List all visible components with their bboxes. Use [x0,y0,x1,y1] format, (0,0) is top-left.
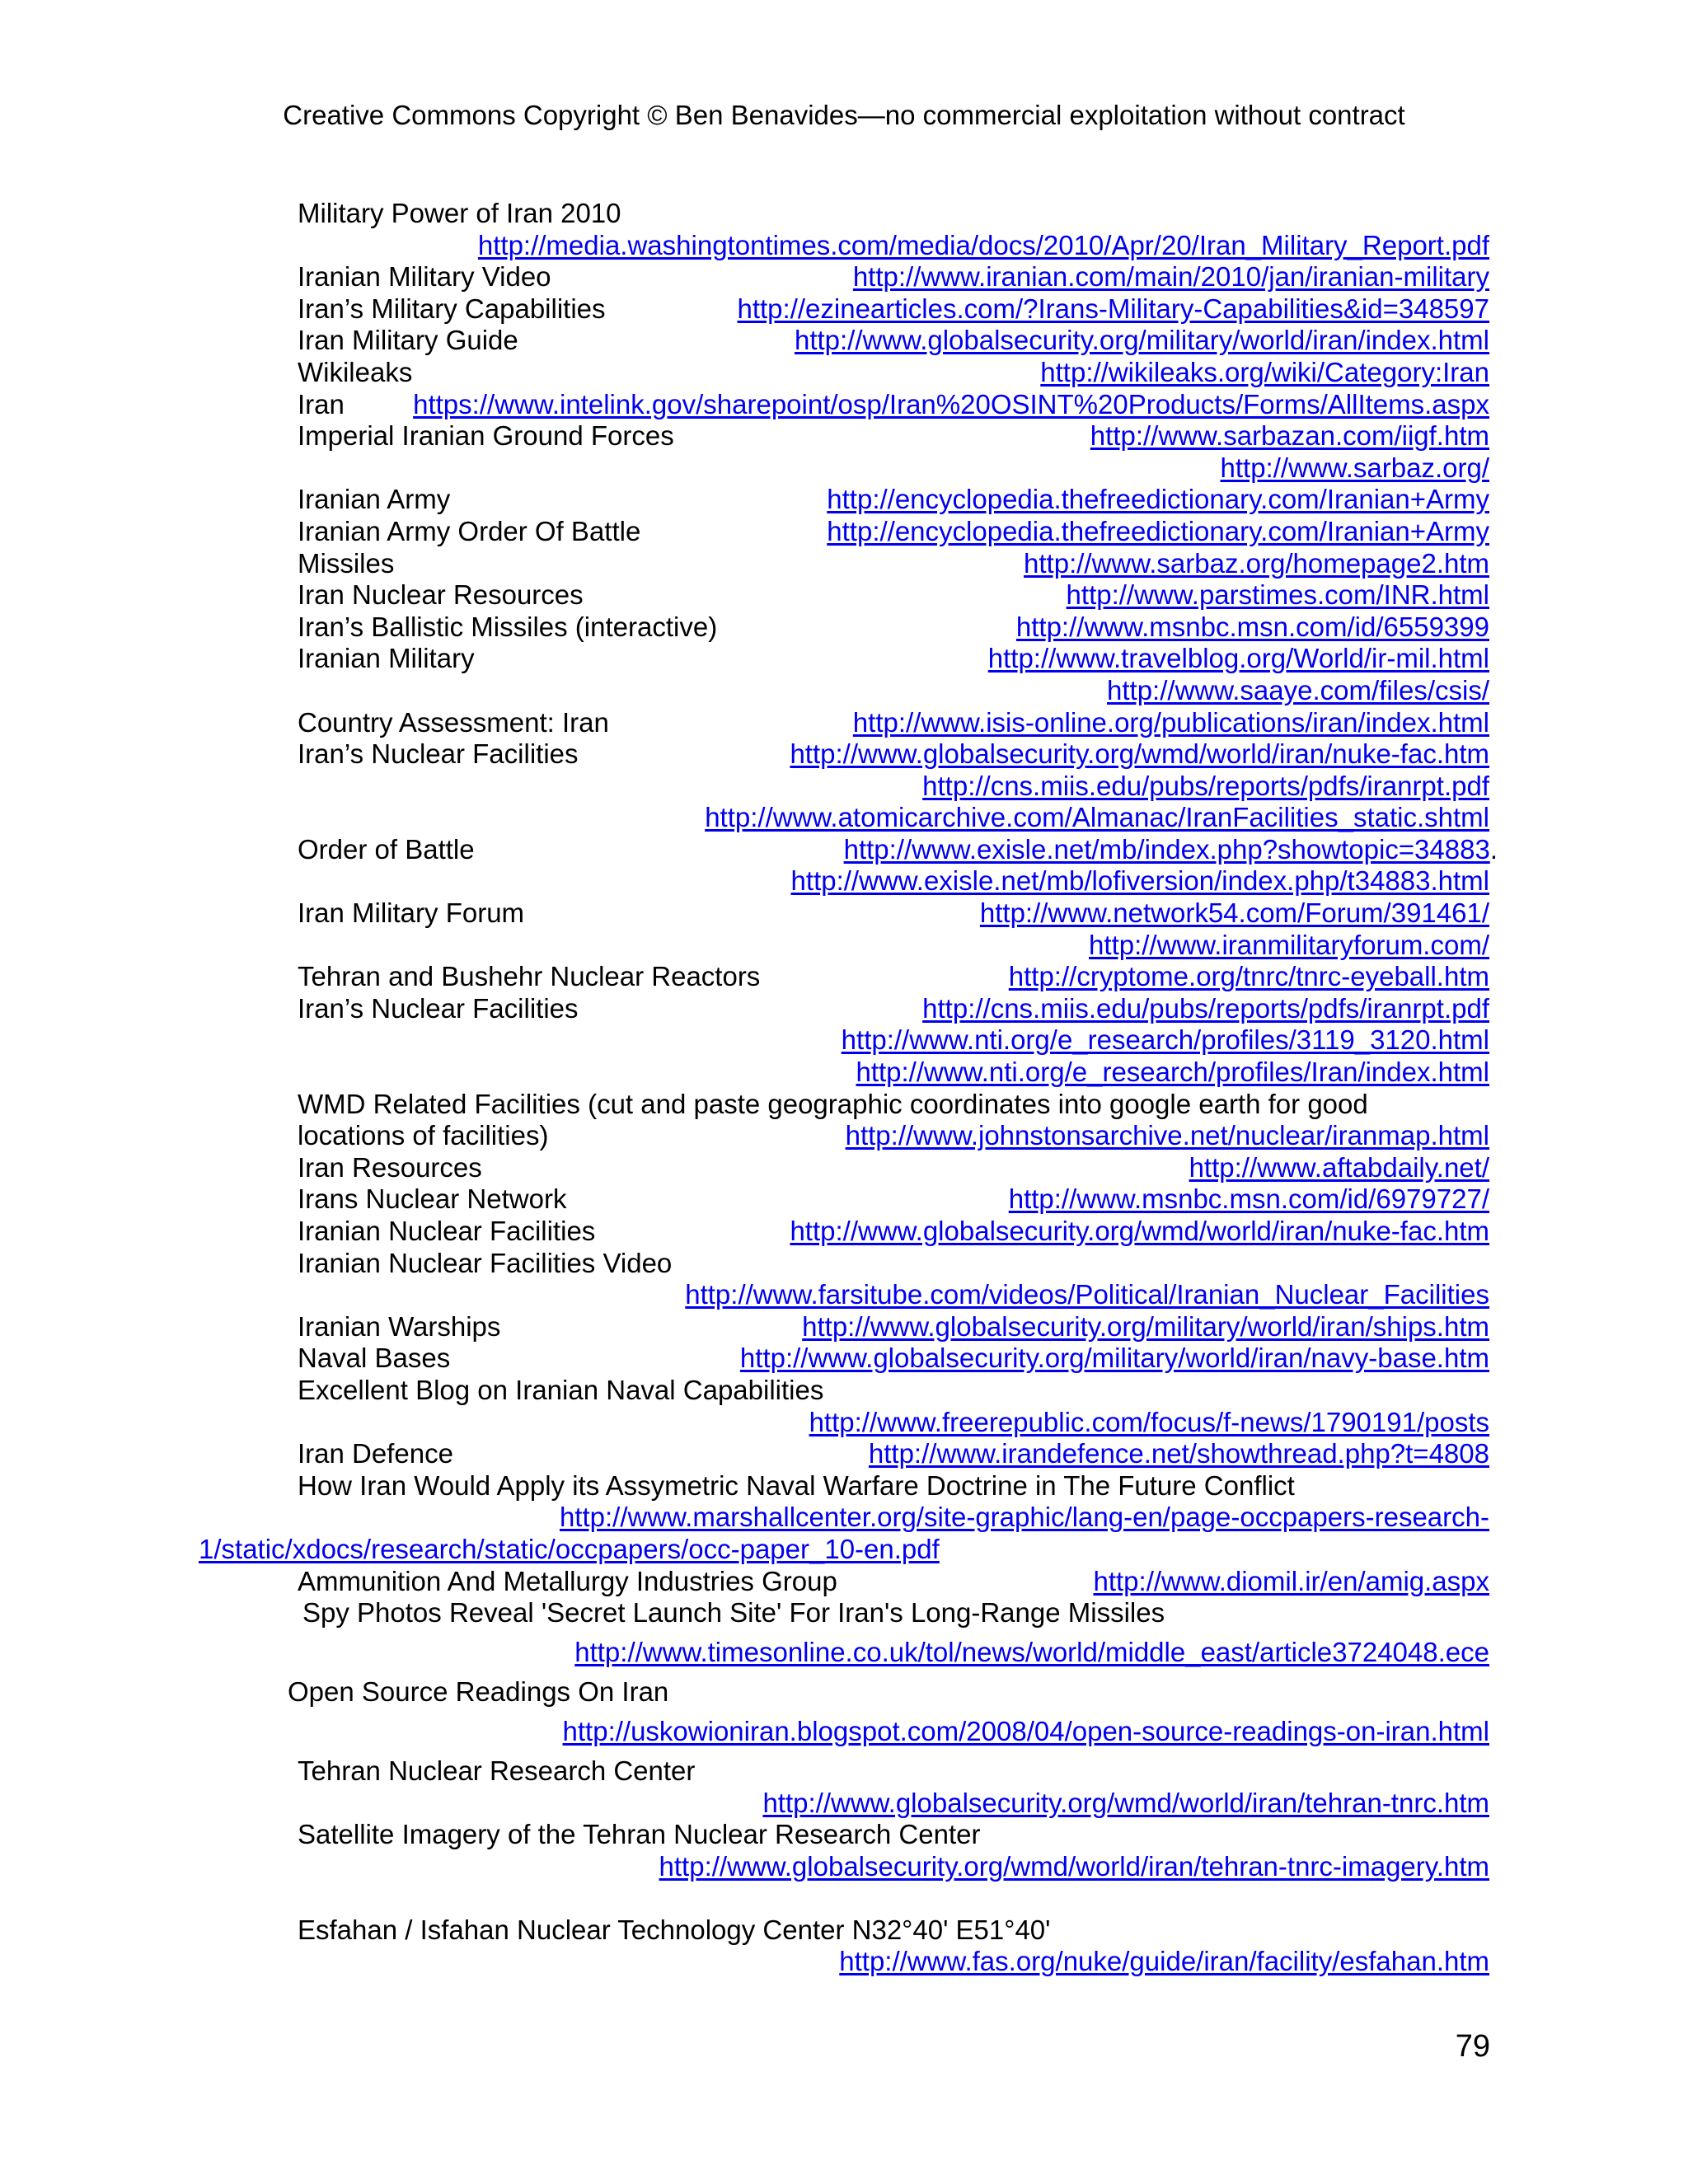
list-item-link[interactable]: http://www.globalsecurity.org/military/world/iran/index.html [794,325,1489,356]
list-item-label: Iranian Nuclear Facilities [298,1216,596,1246]
list-item [298,1755,1489,1788]
list-item-label: Iranian Nuclear Facilities Video [298,1247,673,1278]
list-item [298,325,1489,357]
list-item-link[interactable]: 1/static/xdocs/research/static/occpapers/occ-paper_10-en.pdf [199,1533,940,1564]
link-list [199,198,1498,1978]
list-item-url-wrap [988,643,1489,675]
list-item [298,1089,1489,1121]
page-number: 79 [1455,2029,1490,2064]
list-item-url-wrap [478,230,1489,262]
list-item-link[interactable]: http://www.globalsecurity.org/wmd/world/iran/nuke-fac.htm [790,738,1489,770]
list-item [298,865,1489,898]
list-item-url-wrap [1189,1152,1489,1184]
list-item-label: Tehran and Bushehr Nuclear Reactors [298,961,761,992]
list-item [298,1279,1489,1311]
list-item-url-wrap [737,293,1489,326]
list-item [298,1152,1489,1184]
list-item-link[interactable]: http://www.nti.org/e_research/profiles/3119_3120.html [841,1024,1489,1056]
list-item-url-wrap [1089,930,1489,962]
list-item-url-wrap [1009,1183,1489,1216]
list-item [298,1343,1489,1375]
list-item-link[interactable]: http://www.globalsecurity.org/military/world/iran/ships.htm [802,1310,1489,1342]
list-item [298,802,1489,834]
list-item-url-wrap [563,1716,1489,1748]
list-item [298,993,1489,1025]
list-item-label: Military Power of Iran 2010 [298,198,621,228]
list-item [298,1716,1489,1755]
list-item [298,484,1489,516]
list-item-link[interactable]: http://www.globalsecurity.org/wmd/world/iran/tehran-tnrc.htm [762,1787,1489,1818]
list-item-label: Esfahan / Isfahan Nuclear Technology Center N32°40' E51°40' [298,1914,1051,1945]
list-item [298,452,1489,485]
list-item-label: Country Assessment: Iran [298,706,609,738]
list-item-link[interactable]: http://ezinearticles.com/?Irans-Military-Capabilities&id=348597 [737,293,1489,324]
list-item-url-wrap [839,1946,1489,1978]
list-item-link[interactable]: http://www.iranian.com/main/2010/jan/iranian-military [852,261,1489,293]
list-item-label: Spy Photos Reveal 'Secret Launch Site' For Iran's Long-Range Missiles [302,1597,1165,1629]
list-item [298,643,1489,675]
list-item-link[interactable]: http://encyclopedia.thefreedictionary.com/Iranian+Army [827,484,1489,515]
list-item-url-wrap [413,389,1489,421]
spacer [298,1883,1489,1915]
list-item [298,738,1489,771]
list-item-url-wrap [1024,548,1489,580]
list-item-link[interactable]: http://cryptome.org/tnrc/tnrc-eyeball.htm [1008,961,1489,992]
list-item [298,1375,1489,1407]
list-item-url-wrap [842,1024,1489,1057]
list-item [199,1533,1489,1566]
list-item-link[interactable]: http://www.msnbc.msn.com/id/6559399 [1015,611,1489,642]
list-item-label: Iran’s Nuclear Facilities [298,992,579,1024]
list-item-label: Iran Military Guide [298,325,518,356]
list-item-link[interactable]: http://www.fas.org/nuke/guide/iran/facility/esfahan.htm [839,1946,1489,1977]
list-item-link[interactable]: http://wikileaks.org/wiki/Category:Iran [1040,356,1489,387]
list-item-label: Open Source Readings On Iran [288,1676,669,1708]
list-item [298,833,1498,866]
list-item-url-wrap [853,261,1489,293]
list-item-url-wrap [795,325,1489,357]
list-item-link[interactable]: http://www.freerepublic.com/focus/f-news/1790191/posts [809,1406,1489,1437]
list-item-url-wrap [705,802,1489,834]
list-item [298,1566,1489,1598]
list-item-url-wrap [809,1407,1489,1439]
list-item [298,612,1489,644]
list-item-label: Iranian Military [298,643,475,674]
list-item-url-wrap [1107,675,1489,707]
list-item [298,1470,1489,1502]
list-item-label: Iran Defence [298,1438,453,1469]
list-item-trailing-text: . [1489,833,1498,865]
list-item [298,516,1489,548]
list-item [298,1057,1489,1089]
list-item-link[interactable]: http://www.travelblog.org/World/ir-mil.html [987,643,1489,674]
list-item-url-wrap [762,1788,1489,1820]
list-item-url-wrap [790,738,1489,771]
link-list-part-1 [298,198,1498,1502]
list-item [298,420,1489,452]
list-item [298,675,1489,707]
list-item [298,1024,1489,1057]
list-item-label: Iran’s Ballistic Missiles (interactive) [298,611,718,642]
list-item-label: Naval Bases [298,1343,451,1374]
list-item-link[interactable]: http://www.aftabdaily.net/ [1189,1151,1489,1183]
list-item [298,389,1489,421]
list-item-label: Iran Nuclear Resources [298,579,584,611]
list-item [298,1248,1489,1280]
list-item-url-wrap [1040,357,1489,389]
list-item-link[interactable]: http://www.irandefence.net/showthread.php?t=4808 [868,1438,1489,1469]
list-item [298,579,1489,612]
list-item [298,1946,1489,1978]
list-item-url-wrap [844,834,1498,866]
list-item-url-wrap [1093,1566,1489,1598]
list-item-link[interactable]: http://www.nti.org/e_research/profiles/Iran/index.html [856,1057,1489,1088]
list-item-link[interactable]: http://www.exisle.net/mb/index.php?showtopic=34883 [843,833,1490,865]
list-item-url-wrap [827,484,1489,516]
list-item-url-wrap [1221,452,1489,485]
list-item-link[interactable]: http://www.farsitube.com/videos/Political/Iranian_Nuclear_Facilities [685,1279,1489,1310]
list-item-link[interactable]: https://www.intelink.gov/sharepoint/osp/Iran%20OSINT%20Products/Forms/AllItems.aspx [413,388,1489,419]
list-item-label: WMD Related Facilities (cut and paste geographic coordinates into google earth for good [298,1088,1368,1119]
list-item-label: Tehran Nuclear Research Center [298,1755,696,1787]
list-item-url-wrap [853,707,1489,739]
list-item-label: Excellent Blog on Iranian Naval Capabilities [298,1374,824,1405]
list-item [298,1819,1489,1851]
list-item-label: Wikileaks [298,356,413,387]
list-item [298,1438,1489,1470]
list-item-label: Iranian Army [298,484,451,515]
list-item-url-wrap [740,1343,1489,1375]
list-item-link[interactable]: http://www.exisle.net/mb/lofiversion/index.php/t34883.html [790,865,1489,897]
list-item-url-wrap [980,898,1489,930]
list-item [298,1311,1489,1343]
list-item [298,1216,1489,1248]
list-item-link[interactable]: http://cns.miis.edu/pubs/reports/pdfs/iranrpt.pdf [922,770,1489,801]
list-item-label: Satellite Imagery of the Tehran Nuclear Research Center [298,1819,981,1850]
list-item-link[interactable]: http://www.johnstonsarchive.net/nuclear/iranmap.html [845,1120,1489,1151]
list-item-link[interactable]: http://www.globalsecurity.org/military/world/iran/navy-base.htm [739,1343,1489,1374]
list-item-link[interactable]: http://cns.miis.edu/pubs/reports/pdfs/iranrpt.pdf [922,992,1489,1024]
list-item [298,707,1489,739]
list-item [298,961,1489,993]
list-item-url-wrap [685,1279,1489,1311]
list-item [298,198,1489,230]
list-item-url-wrap [574,1637,1489,1669]
list-item [298,1851,1489,1883]
link-list-part-2 [288,1565,1489,1978]
list-item-url-wrap [922,993,1489,1025]
list-item-link[interactable]: http://encyclopedia.thefreedictionary.com/Iranian+Army [827,515,1489,546]
list-item-link[interactable]: http://www.iranmilitaryforum.com/ [1089,929,1489,960]
list-item [298,293,1489,326]
list-item [298,898,1489,930]
list-item-label: Iranian Army Order Of Battle [298,515,641,546]
list-item-label: Iran [298,388,345,419]
list-item-link[interactable]: http://www.globalsecurity.org/wmd/world/iran/tehran-tnrc-imagery.htm [659,1850,1489,1882]
list-item-link[interactable]: http://www.diomil.ir/en/amig.aspx [1093,1565,1489,1596]
list-item-label: Missiles [298,547,395,579]
list-item-label: Iranian Warships [298,1310,501,1342]
list-item [298,357,1489,389]
list-item [298,1915,1489,1947]
list-item-link[interactable]: http://media.washingtontimes.com/media/docs/2010/Apr/20/Iran_Military_Report.pdf [477,229,1489,260]
list-item-url-wrap [1016,612,1489,644]
list-item-label: Order of Battle [298,833,475,865]
list-item-link[interactable]: http://www.network54.com/Forum/391461/ [979,898,1489,929]
list-item [298,548,1489,580]
list-item-link[interactable]: http://www.msnbc.msn.com/id/6979727/ [1008,1183,1489,1215]
list-item [298,1637,1489,1676]
list-item-url-wrap [922,771,1489,803]
list-item-label: Iran Military Forum [298,898,525,929]
list-item-url-wrap [846,1120,1489,1152]
list-item [298,1788,1489,1820]
list-item-link[interactable]: http://www.marshallcenter.org/site-graphic/lang-en/page-occpapers-research- [559,1502,1489,1533]
list-item-link[interactable]: http://www.isis-online.org/publications/iran/index.html [852,706,1489,738]
list-item [298,1183,1489,1216]
list-item-label: Imperial Iranian Ground Forces [298,420,674,452]
list-item-label: locations of facilities) [298,1120,549,1151]
list-item-label: Iranian Military Video [298,261,551,293]
list-item-url-wrap [856,1057,1489,1089]
list-item [298,1502,1489,1534]
list-item-label: Ammunition And Metallurgy Industries Group [298,1565,837,1596]
list-item-link[interactable]: http://www.sarbaz.org/homepage2.htm [1024,547,1489,579]
list-item-url-wrap [659,1851,1489,1883]
list-item-url-wrap [791,865,1489,898]
list-item-label: Iran’s Nuclear Facilities [298,738,579,770]
list-item-link[interactable]: http://www.saaye.com/files/csis/ [1107,674,1489,705]
list-item-url-wrap [869,1438,1489,1470]
list-item-url-wrap [802,1311,1489,1343]
list-item-url-wrap [1009,961,1489,993]
list-item [298,1597,1489,1637]
list-item [298,1407,1489,1439]
list-item-link[interactable]: http://www.timesonline.co.uk/tol/news/world/middle_east/article3724048.ece [574,1637,1489,1668]
list-item [298,930,1489,962]
list-item-link[interactable]: http://www.globalsecurity.org/wmd/world/iran/nuke-fac.htm [790,1216,1489,1246]
list-item-url-wrap [827,516,1489,548]
list-item-url-wrap [1067,579,1489,612]
list-item-link[interactable]: http://uskowioniran.blogspot.com/2008/04/open-source-readings-on-iran.html [562,1716,1489,1747]
list-item-label: How Iran Would Apply its Assymetric Naval Warfare Doctrine in The Future Conflict [298,1469,1295,1501]
list-item-link[interactable]: http://www.parstimes.com/INR.html [1066,579,1489,611]
list-item-url-wrap [1090,420,1489,452]
list-item-label: Iran’s Military Capabilities [298,293,606,324]
list-item-link[interactable]: http://www.sarbazan.com/iigf.htm [1090,420,1489,452]
list-item-label: Iran Resources [298,1151,482,1183]
list-item [288,1676,1489,1716]
list-item [298,261,1489,293]
list-item [298,230,1489,262]
list-item [298,1120,1489,1152]
list-item-link[interactable]: http://www.atomicarchive.com/Almanac/IranFacilities_static.shtml [705,802,1489,833]
list-item-label: Irans Nuclear Network [298,1183,567,1215]
list-item [298,771,1489,803]
list-item-link[interactable]: http://www.sarbaz.org/ [1220,452,1489,483]
list-item-url-wrap [790,1216,1489,1248]
copyright-header: Creative Commons Copyright © Ben Benavides—no commercial exploitation without contract [283,100,1405,130]
